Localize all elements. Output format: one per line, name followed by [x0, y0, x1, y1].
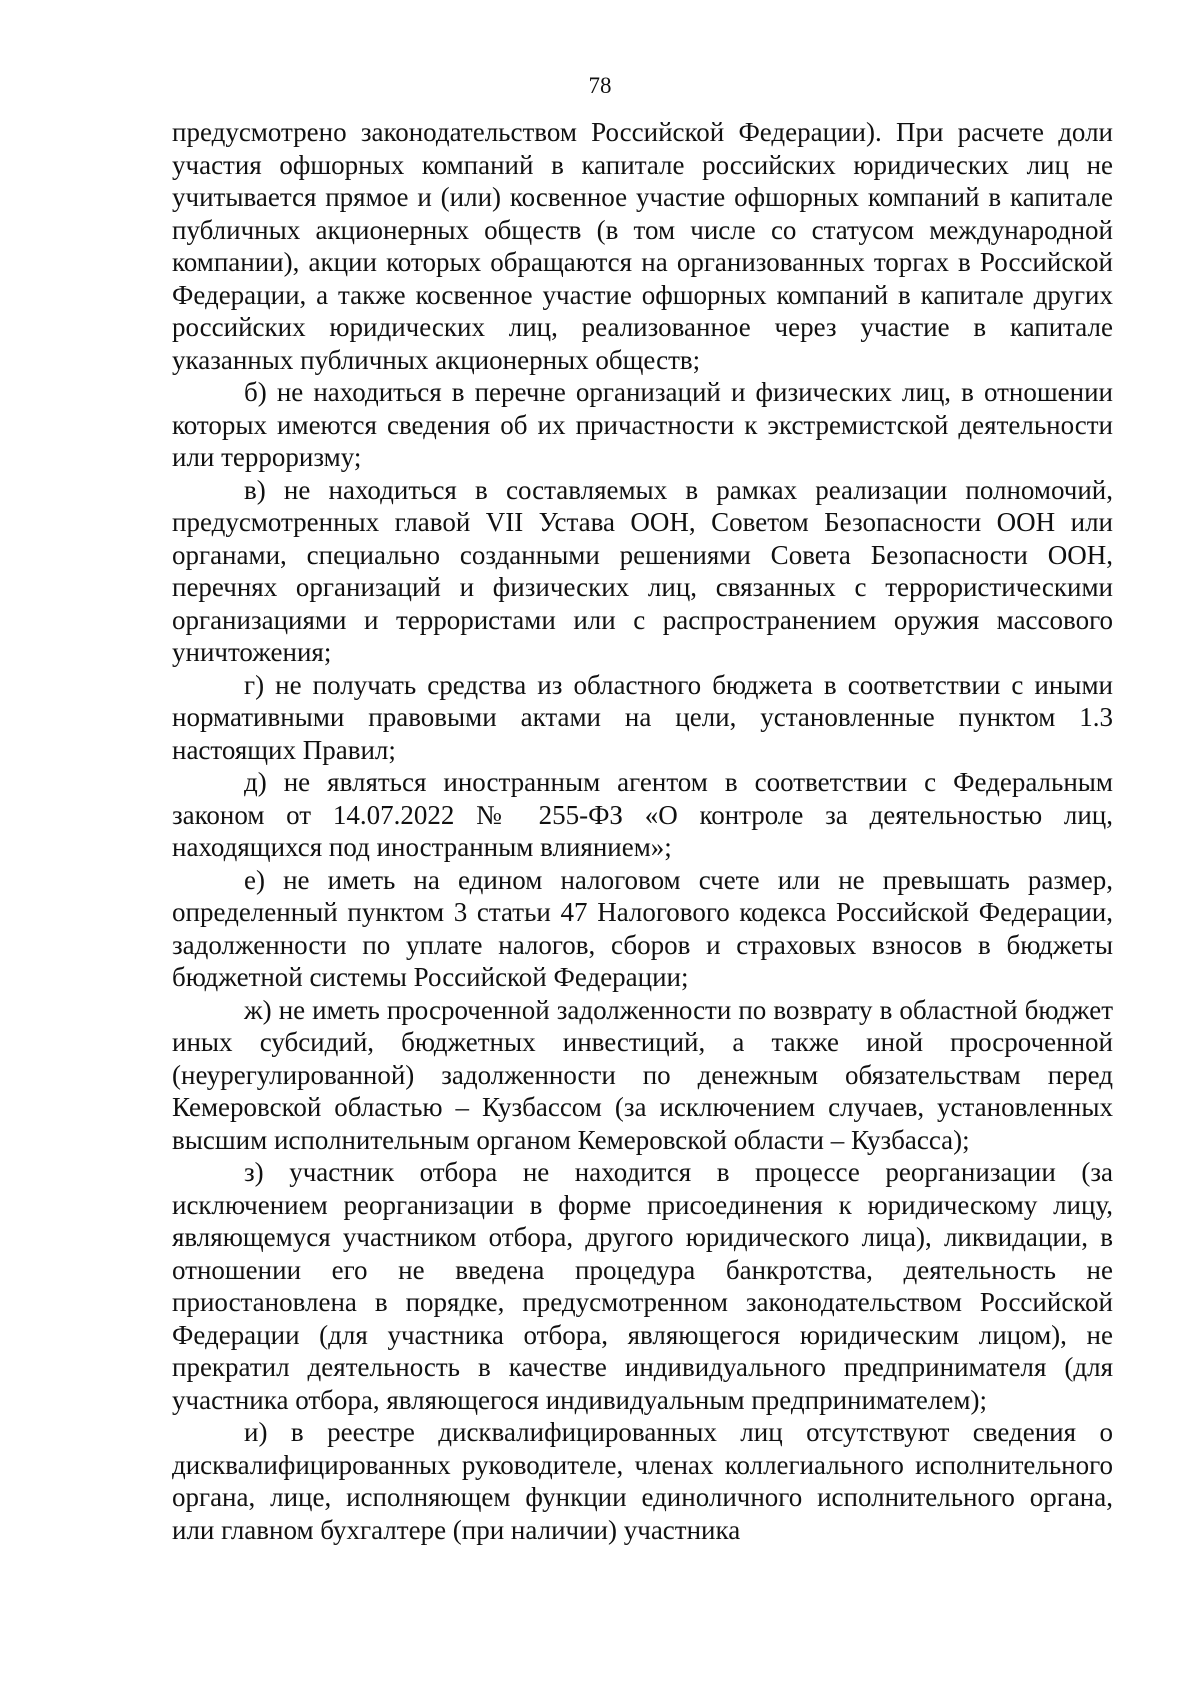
paragraph-item-g: г) не получать средства из областного бюджета в соответствии с иными нормативными правовыми актами на цели, установленные пунктом 1.3 настоящих Правил; — [172, 669, 1113, 765]
page-number: 78 — [588, 73, 612, 98]
paragraph-item-i: и) в реестре дисквалифицированных лиц отсутствуют сведения о дисквалифицированных руководителе, членах коллегиального исполнительного органа, лице, исполняющем функции единоличного исполнительного органа, или главном бухгалтере (при наличии) участника — [172, 1417, 1113, 1545]
paragraph-item-b: б) не находиться в перечне организаций и физических лиц, в отношении которых имеются сведения об их причастности к экстремистской деятельности или терроризму; — [172, 377, 1113, 472]
document-body — [172, 116, 1113, 1546]
paragraph-item-zh: ж) не иметь просроченной задолженности по возврату в областной бюджет иных субсидий, бюджетных инвестиций, а также иной просроченной (неурегулированной) задолженности по денежным обязательствам перед Кемеровской областью – Кузбассом (за исключением случаев, установленных высшим исполнительным органом Кемеровской области – Кузбасса); — [172, 994, 1113, 1155]
paragraph-item-v: в) не находиться в составляемых в рамках реализации полномочий, предусмотренных главой VII Устава ООН, Советом Безопасности ООН или органами, специально созданными решениями Совета Безопасности ООН, перечнях организаций и физических лиц, связанных с террористическими организациями и террористами или с распространением оружия массового уничтожения; — [172, 474, 1113, 667]
paragraph-item-d: д) не являться иностранным агентом в соответствии с Федеральным законом от 14.07.2022 № 255-ФЗ «О контроле за деятельностью лиц, находящихся под иностранным влиянием»; — [172, 767, 1113, 862]
paragraph-item-e: е) не иметь на едином налоговом счете или не превышать размер, определенный пунктом 3 статьи 47 Налогового кодекса Российской Федерации, задолженности по уплате налогов, сборов и страховых взносов в бюджеты бюджетной системы Российской Федерации; — [172, 864, 1113, 992]
paragraph-item-z: з) участник отбора не находится в процессе реорганизации (за исключением реорганизации в форме присоединения к юридическому лицу, являющемуся участником отбора, другого юридического лица), ликвидации, в отношении его не введена процедура банкротства, деятельность не приостановлена в порядке, предусмотренном законодательством Российской Федерации (для участника отбора, являющегося юридическим лицом), не прекратил деятельность в качестве индивидуального предпринимателя (для участника отбора, являющегося индивидуальным предпринимателем); — [172, 1157, 1113, 1415]
paragraph-continuation: предусмотрено законодательством Российской Федерации). При расчете доли участия офшорных компаний в капитале российских юридических лиц не учитывается прямое и (или) косвенное участие офшорных компаний в капитале публичных акционерных обществ (в том числе со статусом международной компании), акции которых обращаются на организованных торгах в Российской Федерации, а также косвенное участие офшорных компаний в капитале других российских юридических лиц, реализованное через участие в капитале указанных публичных акционерных обществ; — [172, 117, 1113, 375]
